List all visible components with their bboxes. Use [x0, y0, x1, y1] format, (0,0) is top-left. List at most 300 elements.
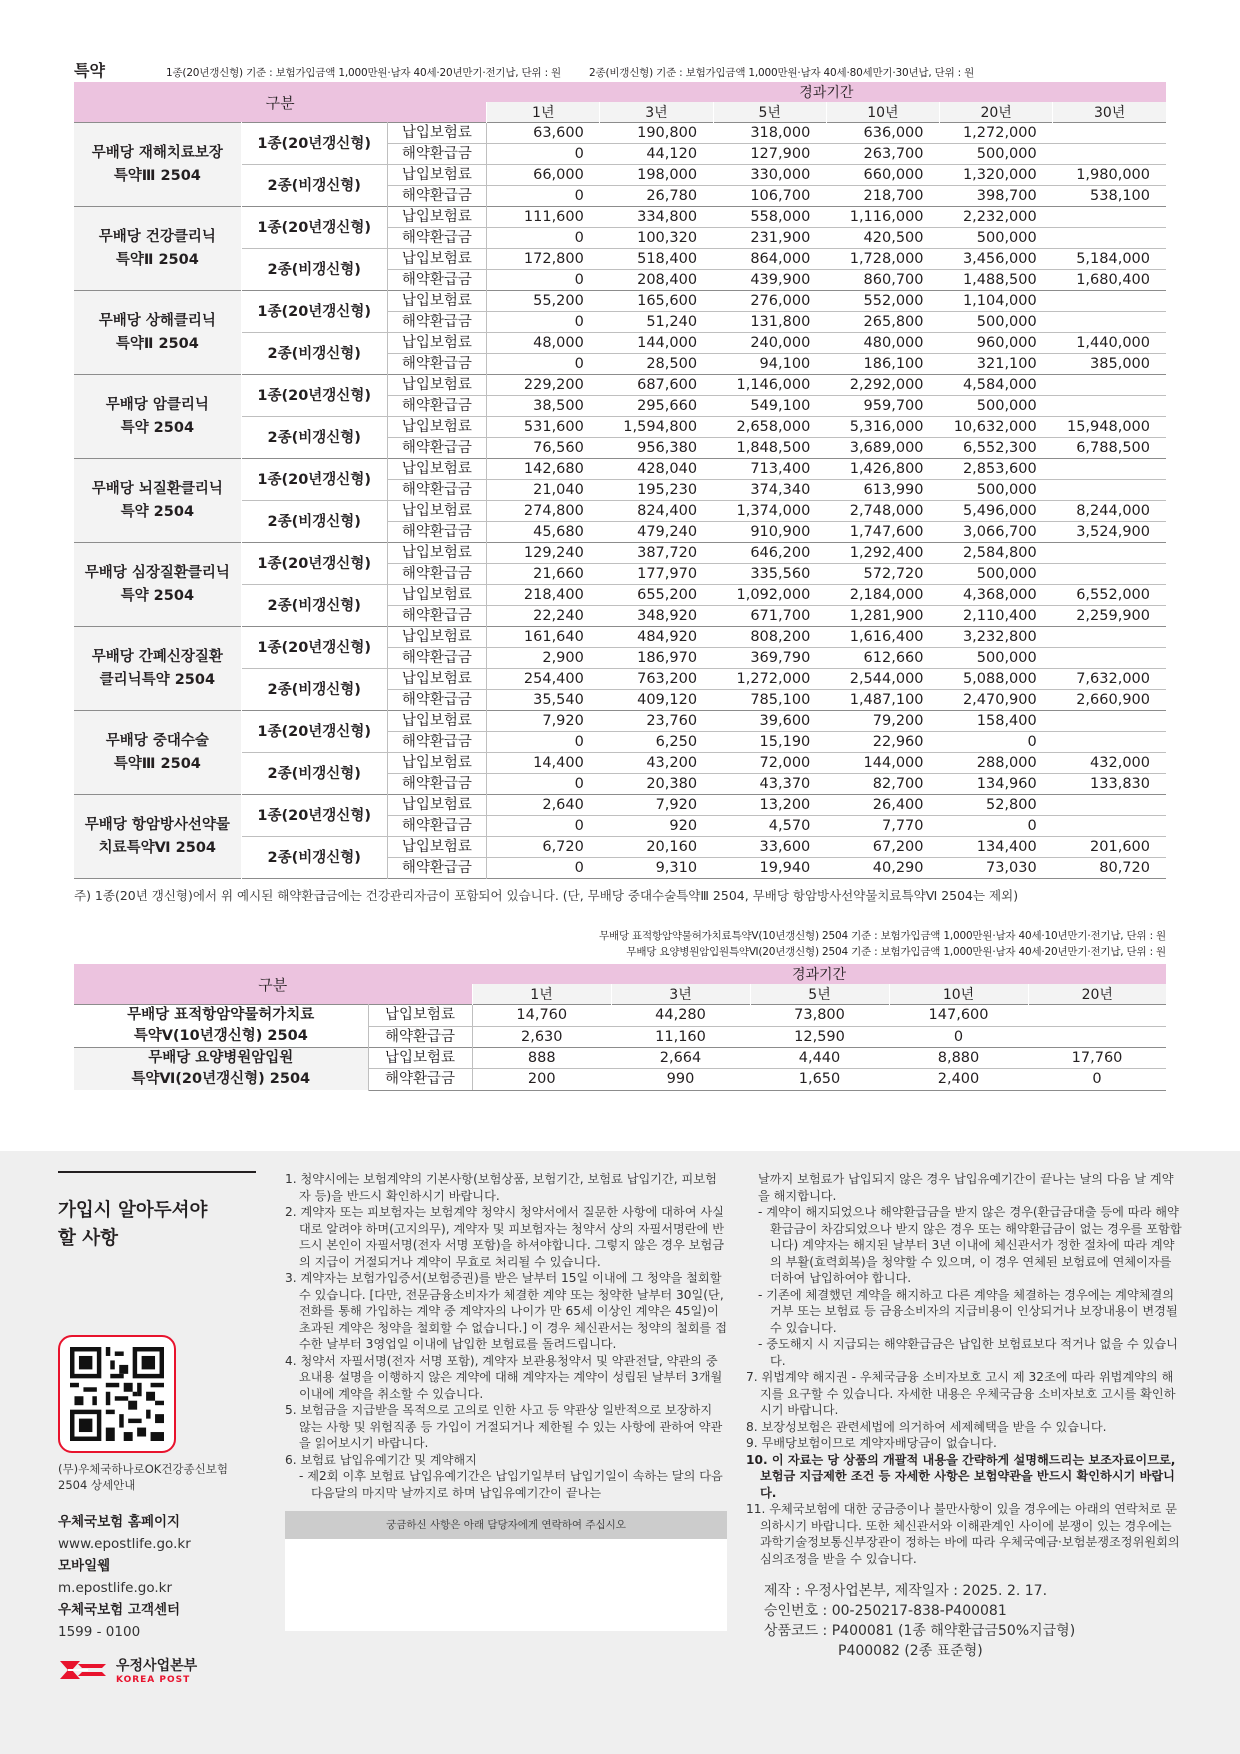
amount-cell: 480,000	[826, 333, 939, 354]
amount-kind: 납입보험료	[387, 543, 486, 564]
amount-cell: 63,600	[487, 123, 600, 144]
amount-cell: 195,230	[600, 480, 713, 501]
amount-cell: 636,000	[826, 123, 939, 144]
amount-cell: 44,120	[600, 144, 713, 165]
amount-cell: 3,066,700	[940, 522, 1053, 543]
amount-kind: 납입보험료	[387, 585, 486, 606]
notice-item-6-cont: 날까지 보험료가 납입되지 않은 경우 납입유예기간이 끝나는 날의 다음 날 계약을 해지합니다.	[758, 1172, 1174, 1203]
contact-links	[58, 1511, 256, 1643]
amount-cell: 38,500	[487, 396, 600, 417]
rider2-refund-table	[74, 964, 1166, 1091]
amount-cell: 385,000	[1053, 354, 1166, 375]
amount-cell: 11,160	[611, 1026, 750, 1048]
amount-cell: 2,630	[472, 1026, 611, 1048]
amount-cell: 7,920	[487, 711, 600, 732]
amount-kind: 납입보험료	[368, 1048, 472, 1069]
amount-kind: 납입보험료	[387, 123, 486, 144]
amount-kind: 해약환급금	[387, 144, 486, 165]
amount-cell: 959,700	[826, 396, 939, 417]
rider-name: 무배당 간폐신장질환 클리닉특약 2504	[74, 627, 241, 711]
amount-cell: 23,760	[600, 711, 713, 732]
amount-cell: 713,400	[713, 459, 826, 480]
section2-standards	[74, 928, 1166, 960]
amount-cell: 9,310	[600, 858, 713, 879]
amount-cell: 0	[487, 228, 600, 249]
amount-cell: 177,970	[600, 564, 713, 585]
amount-kind: 납입보험료	[387, 249, 486, 270]
amount-cell: 0	[487, 270, 600, 291]
year-header: 30년	[1053, 102, 1166, 123]
rider-name: 무배당 건강클리닉 특약Ⅱ 2504	[74, 207, 241, 291]
amount-cell: 785,100	[713, 690, 826, 711]
amount-cell: 17,760	[1028, 1048, 1166, 1069]
amount-cell: 2,110,400	[940, 606, 1053, 627]
amount-cell: 5,184,000	[1053, 249, 1166, 270]
amount-cell: 888	[472, 1048, 611, 1069]
amount-kind: 해약환급금	[387, 816, 486, 837]
table-row	[74, 459, 1166, 480]
section1-header	[74, 58, 1166, 80]
amount-cell: 73,030	[940, 858, 1053, 879]
korea-post-emblem-icon	[58, 1655, 108, 1685]
amount-kind: 해약환급금	[387, 774, 486, 795]
amount-cell: 500,000	[940, 396, 1053, 417]
amount-cell: 265,800	[826, 312, 939, 333]
contact-box	[285, 1539, 727, 1631]
amount-cell: 14,760	[472, 1005, 611, 1027]
amount-kind: 납입보험료	[387, 375, 486, 396]
table-row	[74, 207, 1166, 228]
amount-cell: 5,088,000	[940, 669, 1053, 690]
amount-kind: 납입보험료	[387, 459, 486, 480]
amount-kind: 해약환급금	[387, 186, 486, 207]
table-row	[74, 123, 1166, 144]
amount-cell: 763,200	[600, 669, 713, 690]
amount-kind: 해약환급금	[387, 648, 486, 669]
year-header: 1년	[487, 102, 600, 123]
rider-type: 1종(20년갱신형)	[241, 291, 387, 333]
amount-cell: 1,650	[750, 1069, 889, 1090]
amount-cell: 72,000	[713, 753, 826, 774]
amount-cell: 288,000	[940, 753, 1053, 774]
amount-cell	[1053, 627, 1166, 648]
notice-item: 1. 청약시에는 보험계약의 기본사항(보험상품, 보험기간, 보험료 납입기간, 피보험자 등)을 반드시 확인하시기 바랍니다.	[285, 1172, 717, 1203]
rider-type: 2종(비갱신형)	[241, 417, 387, 459]
amount-cell: 1,680,400	[1053, 270, 1166, 291]
amount-cell: 22,960	[826, 732, 939, 753]
amount-kind: 납입보험료	[368, 1005, 472, 1027]
amount-cell: 960,000	[940, 333, 1053, 354]
notice-item-6-sub: - 제2회 이후 보험료 납입유예기간은 납입기일부터 납입기일이 속하는 달의 다음 다음달의 마지막 날까지로 하며 납입유예기간이 끝나는	[299, 1469, 723, 1500]
amount-cell: 500,000	[940, 144, 1053, 165]
amount-cell: 1,487,100	[826, 690, 939, 711]
amount-cell: 144,000	[826, 753, 939, 774]
amount-kind: 해약환급금	[387, 732, 486, 753]
amount-kind: 해약환급금	[368, 1026, 472, 1048]
table-row	[74, 291, 1166, 312]
amount-cell	[1053, 648, 1166, 669]
amount-cell: 1,320,000	[940, 165, 1053, 186]
year-header: 5년	[713, 102, 826, 123]
amount-cell: 43,370	[713, 774, 826, 795]
amount-cell: 334,800	[600, 207, 713, 228]
korea-post-logo	[58, 1655, 256, 1685]
year-header: 10년	[826, 102, 939, 123]
amount-cell: 5,316,000	[826, 417, 939, 438]
amount-cell: 76,560	[487, 438, 600, 459]
amount-cell: 45,680	[487, 522, 600, 543]
amount-cell: 538,100	[1053, 186, 1166, 207]
amount-cell: 500,000	[940, 312, 1053, 333]
rider-name: 무배당 중대수술 특약Ⅲ 2504	[74, 711, 241, 795]
amount-cell: 864,000	[713, 249, 826, 270]
table-row	[74, 795, 1166, 816]
amount-cell: 142,680	[487, 459, 600, 480]
amount-cell: 80,720	[1053, 858, 1166, 879]
amount-cell: 2,259,900	[1053, 606, 1166, 627]
amount-kind: 해약환급금	[387, 522, 486, 543]
amount-cell: 2,584,800	[940, 543, 1053, 564]
rider-type: 1종(20년갱신형)	[241, 207, 387, 249]
rider-type: 2종(비갱신형)	[241, 165, 387, 207]
homepage-link[interactable]: www.epostlife.go.kr	[58, 1536, 191, 1552]
amount-cell	[1053, 123, 1166, 144]
amount-kind: 해약환급금	[387, 858, 486, 879]
amount-cell: 318,000	[713, 123, 826, 144]
amount-cell: 500,000	[940, 564, 1053, 585]
amount-cell: 6,788,500	[1053, 438, 1166, 459]
amount-cell: 1,747,600	[826, 522, 939, 543]
amount-cell: 28,500	[600, 354, 713, 375]
amount-cell: 6,552,300	[940, 438, 1053, 459]
amount-cell: 1,594,800	[600, 417, 713, 438]
amount-kind: 해약환급금	[387, 438, 486, 459]
amount-cell: 134,400	[940, 837, 1053, 858]
notice-sub-item: - 중도해지 시 지급되는 해약환급금은 납입한 보험료보다 적거나 없을 수 있습니다.	[758, 1337, 1178, 1368]
amount-cell: 1,374,000	[713, 501, 826, 522]
amount-cell: 100,320	[600, 228, 713, 249]
amount-cell	[1053, 564, 1166, 585]
year-header: 3년	[611, 984, 750, 1005]
amount-cell: 1,104,000	[940, 291, 1053, 312]
amount-cell: 552,000	[826, 291, 939, 312]
amount-cell: 8,244,000	[1053, 501, 1166, 522]
amount-cell	[1053, 228, 1166, 249]
amount-cell	[1053, 207, 1166, 228]
amount-cell: 1,272,000	[713, 669, 826, 690]
amount-cell: 439,900	[713, 270, 826, 291]
amount-cell	[1053, 459, 1166, 480]
rider-type: 2종(비갱신형)	[241, 753, 387, 795]
amount-cell: 0	[487, 732, 600, 753]
amount-cell: 0	[487, 144, 600, 165]
amount-cell: 671,700	[713, 606, 826, 627]
contact-box-header: 궁금하신 사항은 아래 담당자에게 연락하여 주십시오	[285, 1511, 727, 1539]
rider-type: 1종(20년갱신형)	[241, 711, 387, 753]
amount-cell: 48,000	[487, 333, 600, 354]
amount-cell: 40,290	[826, 858, 939, 879]
amount-cell: 646,200	[713, 543, 826, 564]
amount-cell: 2,544,000	[826, 669, 939, 690]
rider-type: 2종(비갱신형)	[241, 501, 387, 543]
qr-caption: (무)우체국하나로OK건강종신보험 2504 상세안내	[58, 1462, 228, 1492]
amount-cell	[1053, 291, 1166, 312]
amount-cell: 1,281,900	[826, 606, 939, 627]
amount-cell: 7,920	[600, 795, 713, 816]
table-note: 주) 1종(20년 갱신형)에서 위 예시된 해약환급금에는 건강관리자금이 포함되어 있습니다. (단, 무배당 중대수술특약Ⅲ 2504, 무배당 항암방사선약물치료특약Ⅵ 2504는 제외)	[74, 888, 1019, 903]
amount-cell: 12,590	[750, 1026, 889, 1048]
year-header: 5년	[750, 984, 889, 1005]
notice-item: 7. 위법계약 해지권 - 우체국금융 소비자보호 고시 제 32조에 따라 위법계약의 해지를 요구할 수 있습니다. 자세한 내용은 우체국금융 소비자보호 고시를 확인하시기 바랍니다.	[746, 1370, 1176, 1417]
amount-cell: 1,146,000	[713, 375, 826, 396]
amount-cell: 7,770	[826, 816, 939, 837]
amount-cell: 2,640	[487, 795, 600, 816]
amount-cell: 2,400	[889, 1069, 1028, 1090]
amount-kind: 납입보험료	[387, 501, 486, 522]
amount-cell: 133,830	[1053, 774, 1166, 795]
amount-cell: 3,689,000	[826, 438, 939, 459]
year-header: 20년	[1028, 984, 1166, 1005]
table-row	[74, 711, 1166, 732]
amount-cell: 295,660	[600, 396, 713, 417]
table-row	[74, 1048, 1166, 1069]
divider	[58, 1171, 256, 1173]
notice-item: 3. 계약자는 보험가입증서(보험증권)를 받은 날부터 15일 이내에 그 청약을 철회할 수 있습니다. [다만, 전문금융소비자가 체결한 계약 또는 청약한 날부터 30일(단, 전화를 통해 가입하는 계약 중 계약자의 나이가 만 65세 이상인 계약은 45일)이 초과된 계약은 청약을 철회할 수 없습니다.] 이 경우 체신관서는 청약의 철회를 접수한 날부터 3영업일 이내에 납입한 보험료를 돌려드립니다.	[285, 1271, 727, 1351]
year-header: 1년	[472, 984, 611, 1005]
amount-cell	[1028, 1026, 1166, 1048]
header-gubun: 구분	[74, 964, 472, 1005]
amount-kind: 해약환급금	[387, 396, 486, 417]
amount-kind: 납입보험료	[387, 207, 486, 228]
qr-code[interactable]	[58, 1335, 176, 1453]
mobile-link[interactable]: m.epostlife.go.kr	[58, 1580, 173, 1596]
amount-cell: 6,720	[487, 837, 600, 858]
amount-cell: 147,600	[889, 1005, 1028, 1027]
table-row	[74, 627, 1166, 648]
amount-kind: 납입보험료	[387, 669, 486, 690]
amount-cell: 111,600	[487, 207, 600, 228]
amount-cell: 2,658,000	[713, 417, 826, 438]
amount-cell	[1053, 312, 1166, 333]
notice-item-11: 11. 우체국보험에 대한 궁금증이나 불만사항이 있을 경우에는 아래의 연락처로 문의하시기 바랍니다. 또한 체신관서와 이해관계인 사이에 분쟁이 있는 경우에는 과학기술정보통신부장관이 정하는 바에 따라 우체국예금·보험분쟁조정위원회의 심의조정을 받을 수 있습니다.	[746, 1502, 1180, 1566]
amount-cell: 531,600	[487, 417, 600, 438]
amount-kind: 납입보험료	[387, 795, 486, 816]
amount-cell: 2,853,600	[940, 459, 1053, 480]
amount-cell: 1,728,000	[826, 249, 939, 270]
table-row	[74, 1005, 1166, 1027]
amount-cell: 1,488,500	[940, 270, 1053, 291]
amount-cell: 73,800	[750, 1005, 889, 1027]
amount-cell: 26,780	[600, 186, 713, 207]
amount-cell: 500,000	[940, 480, 1053, 501]
amount-cell: 479,240	[600, 522, 713, 543]
amount-cell: 254,400	[487, 669, 600, 690]
logo-korean: 우정사업본부	[116, 1658, 198, 1674]
amount-cell: 33,600	[713, 837, 826, 858]
amount-cell: 274,800	[487, 501, 600, 522]
notice-sub-item: - 기존에 체결했던 계약을 해지하고 다른 계약을 체결하는 경우에는 계약체결의 거부 또는 보험료 등 금융소비자의 지급비용이 인상되거나 보장내용이 변경될 수 있습니다.	[758, 1287, 1178, 1335]
amount-cell: 26,400	[826, 795, 939, 816]
amount-kind: 납입보험료	[387, 837, 486, 858]
amount-cell: 20,380	[600, 774, 713, 795]
notice-item: 9. 무배당보험이므로 계약자배당금이 없습니다.	[746, 1436, 997, 1450]
amount-cell: 15,190	[713, 732, 826, 753]
amount-cell: 549,100	[713, 396, 826, 417]
amount-cell: 1,440,000	[1053, 333, 1166, 354]
notice-column-2	[746, 1171, 1182, 1661]
amount-cell: 144,000	[600, 333, 713, 354]
rider-name: 무배당 상해클리닉 특약Ⅱ 2504	[74, 291, 241, 375]
amount-cell: 0	[487, 858, 600, 879]
notice-item: 4. 청약서 자필서명(전자 서명 포함), 계약자 보관용청약서 및 약관전달, 약관의 중요내용 설명을 이행하지 않은 계약에 대해 계약자는 계약이 성립된 날부터 3개월 이내에 계약을 취소할 수 있습니다.	[285, 1353, 723, 1401]
amount-cell: 2,232,000	[940, 207, 1053, 228]
table-row	[74, 543, 1166, 564]
mobile-label: 모바일웹	[58, 1558, 111, 1574]
year-header: 10년	[889, 984, 1028, 1005]
amount-cell: 43,200	[600, 753, 713, 774]
amount-cell: 35,540	[487, 690, 600, 711]
qr-code-icon	[70, 1347, 164, 1441]
amount-cell: 612,660	[826, 648, 939, 669]
amount-kind: 해약환급금	[387, 606, 486, 627]
amount-cell: 4,368,000	[940, 585, 1053, 606]
amount-cell: 0	[889, 1026, 1028, 1048]
call-center-phone: 1599 - 0100	[58, 1624, 141, 1640]
amount-kind: 납입보험료	[387, 417, 486, 438]
amount-cell: 134,960	[940, 774, 1053, 795]
amount-cell: 201,600	[1053, 837, 1166, 858]
amount-cell: 808,200	[713, 627, 826, 648]
amount-cell: 22,240	[487, 606, 600, 627]
footer-left	[58, 1171, 256, 1685]
amount-cell	[1028, 1005, 1166, 1027]
amount-cell: 198,000	[600, 165, 713, 186]
rider-type: 1종(20년갱신형)	[241, 123, 387, 165]
amount-cell: 398,700	[940, 186, 1053, 207]
amount-cell: 1,292,400	[826, 543, 939, 564]
production-info	[746, 1581, 1182, 1661]
amount-cell: 1,980,000	[1053, 165, 1166, 186]
standard-type2: 2종(비갱신형) 기준 : 보험가입금액 1,000만원·남자 40세·80세만기·30년납, 단위 : 원	[589, 67, 975, 79]
amount-cell: 0	[1028, 1069, 1166, 1090]
amount-cell: 0	[487, 816, 600, 837]
amount-cell: 348,920	[600, 606, 713, 627]
amount-cell: 369,790	[713, 648, 826, 669]
rider-name: 무배당 표적항암약물허가치료 특약Ⅴ(10년갱신형) 2504	[74, 1005, 368, 1048]
amount-cell: 2,292,000	[826, 375, 939, 396]
amount-cell: 4,570	[713, 816, 826, 837]
notice-item: 6. 보험료 납입유예기간 및 계약해지	[285, 1452, 477, 1467]
amount-cell	[1053, 711, 1166, 732]
notice-title: 가입시 알아두셔야 할 사항	[58, 1200, 208, 1249]
rider-type: 2종(비갱신형)	[241, 585, 387, 627]
amount-cell: 910,900	[713, 522, 826, 543]
notice-item-10: 10. 이 자료는 당 상품의 개괄적 내용을 간략하게 설명해드리는 보조자료이므로, 보험금 지급제한 조건 등 자세한 사항은 보험약관을 반드시 확인하시기 바랍니다.	[746, 1452, 1176, 1500]
amount-kind: 납입보험료	[387, 291, 486, 312]
rider-type: 2종(비갱신형)	[241, 249, 387, 291]
amount-cell	[1053, 480, 1166, 501]
amount-cell: 824,400	[600, 501, 713, 522]
year-header: 3년	[600, 102, 713, 123]
amount-kind: 해약환급금	[387, 354, 486, 375]
rider-type: 2종(비갱신형)	[241, 669, 387, 711]
amount-cell: 14,400	[487, 753, 600, 774]
amount-cell	[1053, 732, 1166, 753]
amount-cell: 165,600	[600, 291, 713, 312]
rider-name: 무배당 심장질환클리닉 특약 2504	[74, 543, 241, 627]
amount-cell	[1053, 375, 1166, 396]
amount-cell: 82,700	[826, 774, 939, 795]
amount-cell: 0	[487, 774, 600, 795]
amount-cell: 263,700	[826, 144, 939, 165]
section1-title: 특약	[74, 61, 105, 80]
rider-type: 2종(비갱신형)	[241, 333, 387, 375]
amount-cell: 240,000	[713, 333, 826, 354]
amount-cell: 7,632,000	[1053, 669, 1166, 690]
amount-cell: 374,340	[713, 480, 826, 501]
amount-cell: 208,400	[600, 270, 713, 291]
rider-name: 무배당 암클리닉 특약 2504	[74, 375, 241, 459]
amount-kind: 납입보험료	[387, 627, 486, 648]
amount-cell: 52,800	[940, 795, 1053, 816]
amount-cell: 1,616,400	[826, 627, 939, 648]
amount-kind: 납입보험료	[387, 711, 486, 732]
approval-number: 승인번호 : 00-250217-838-P400081	[764, 1603, 1007, 1619]
amount-cell: 687,600	[600, 375, 713, 396]
amount-cell: 19,940	[713, 858, 826, 879]
amount-cell: 2,664	[611, 1048, 750, 1069]
amount-cell: 2,470,900	[940, 690, 1053, 711]
amount-cell: 330,000	[713, 165, 826, 186]
product-code-2: P400082 (2종 표준형)	[838, 1643, 983, 1659]
amount-cell: 200	[472, 1069, 611, 1090]
amount-cell	[1053, 144, 1166, 165]
amount-kind: 해약환급금	[387, 228, 486, 249]
page-content	[74, 58, 1166, 1091]
header-gubun: 구분	[74, 82, 487, 123]
amount-cell	[1053, 816, 1166, 837]
amount-cell: 660,000	[826, 165, 939, 186]
homepage-label: 우체국보험 홈페이지	[58, 1514, 181, 1530]
header-period: 경과기간	[487, 82, 1166, 102]
amount-cell: 186,100	[826, 354, 939, 375]
amount-cell: 0	[940, 816, 1053, 837]
notice-item: 2. 계약자 또는 피보험자는 보험계약 청약시 청약서에서 질문한 사항에 대하여 사실대로 알려야 하며(고지의무), 계약자 및 피보험자는 청약서 상의 자필서명란에 반드시 본인이 자필서명(전자 서명 포함)을 하셔야합니다. 그렇지 않은 경우 보험금의 지급이 거절되거나 계약이 무효로 처리될 수 있습니다.	[285, 1205, 724, 1269]
amount-cell: 21,040	[487, 480, 600, 501]
amount-cell: 500,000	[940, 228, 1053, 249]
amount-cell: 3,456,000	[940, 249, 1053, 270]
amount-kind: 납입보험료	[387, 753, 486, 774]
amount-cell	[1053, 396, 1166, 417]
rider-type: 1종(20년갱신형)	[241, 375, 387, 417]
amount-kind: 해약환급금	[387, 270, 486, 291]
standard-type1: 1종(20년갱신형) 기준 : 보험가입금액 1,000만원·남자 40세·20년만기·전기납, 단위 : 원	[166, 67, 562, 79]
production-line: 제작 : 우정사업본부, 제작일자 : 2025. 2. 17.	[764, 1583, 1048, 1599]
amount-cell: 106,700	[713, 186, 826, 207]
amount-cell: 79,200	[826, 711, 939, 732]
amount-cell: 1,092,000	[713, 585, 826, 606]
amount-cell: 572,720	[826, 564, 939, 585]
notice-item: 5. 보험금을 지급받을 목적으로 고의로 인한 사고 등 약관상 일반적으로 보장하지 않는 사항 및 위험직종 등 가입이 거절되거나 제한될 수 있는 사항에 관하여 약관을 읽어보시기 바랍니다.	[285, 1403, 723, 1450]
amount-cell: 231,900	[713, 228, 826, 249]
rider-refund-table	[74, 82, 1166, 879]
amount-cell: 655,200	[600, 585, 713, 606]
amount-kind: 해약환급금	[387, 564, 486, 585]
amount-cell: 94,100	[713, 354, 826, 375]
amount-cell: 420,500	[826, 228, 939, 249]
amount-kind: 해약환급금	[387, 690, 486, 711]
amount-kind: 납입보험료	[387, 333, 486, 354]
